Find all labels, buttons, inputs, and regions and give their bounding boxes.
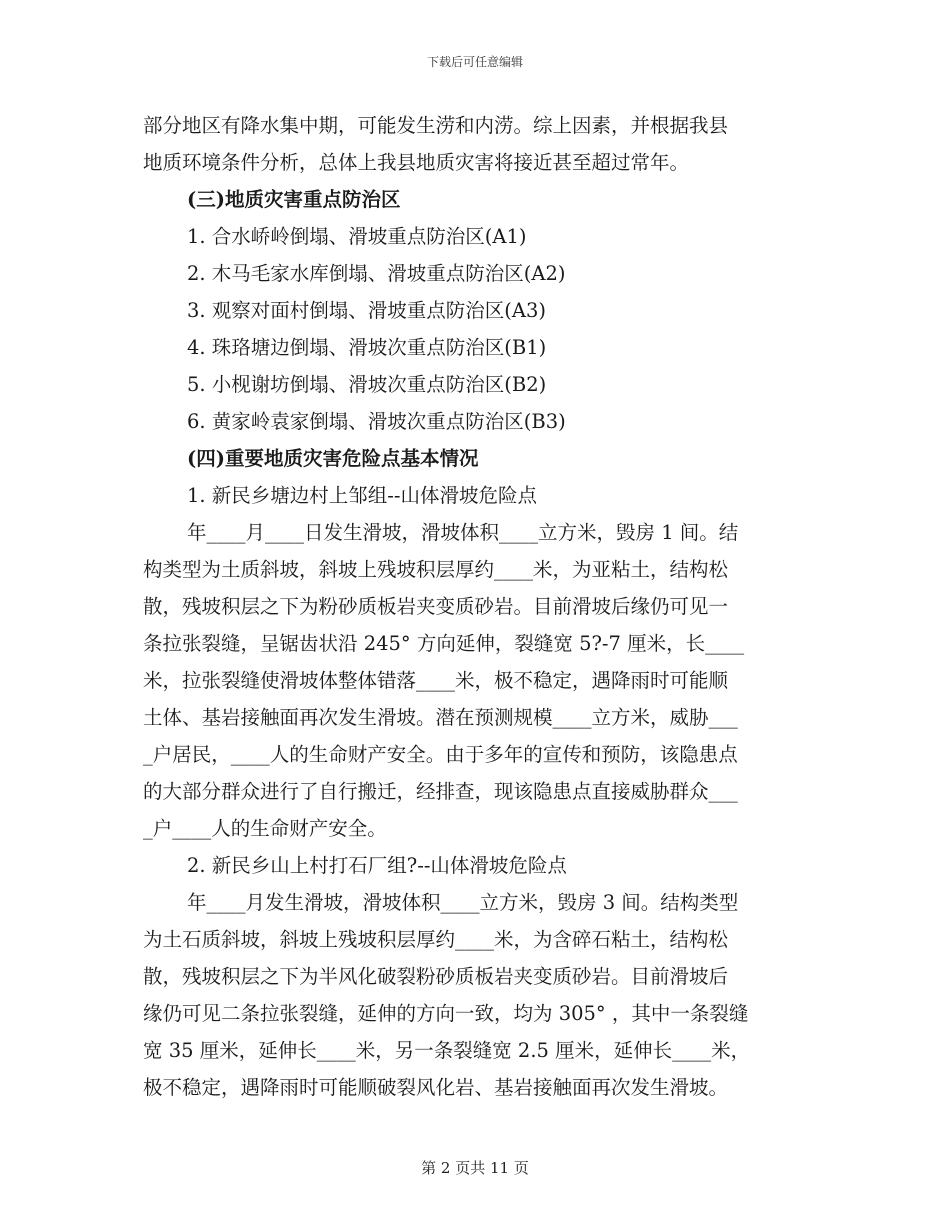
list-item: 3. 观察对面村倒塌、滑坡重点防治区(A3) — [187, 299, 547, 322]
paragraph-line: _户居民，____人的生命财产安全。由于多年的宣传和预防，该隐患点 — [143, 743, 738, 766]
paragraph-line: 散，残坡积层之下为半风化破裂粉砂质板岩夹变质砂岩。目前滑坡后 — [143, 965, 729, 988]
paragraph-line: 的大部分群众进行了自行搬迁，经排查，现该隐患点直接威胁群众___ — [143, 780, 738, 803]
page-header: 下载后可任意编辑 — [426, 55, 523, 69]
paragraph-line: 极不稳定，遇降雨时可能顺破裂风化岩、基岩接触面再次发生滑坡。 — [143, 1076, 729, 1099]
paragraph-line: 土体、基岩接触面再次发生滑坡。潜在预测规模____立方米，威胁___ — [143, 706, 738, 729]
paragraph-line: _户____人的生命财产安全。 — [143, 817, 387, 840]
section-heading: (三)地质灾害重点防治区 — [187, 188, 401, 211]
paragraph-line: 部分地区有降水集中期，可能发生涝和内涝。综上因素，并根据我县 — [143, 114, 729, 137]
list-item: 2. 木马毛家水库倒塌、滑坡重点防治区(A2) — [187, 262, 566, 285]
paragraph-line: 为土石质斜坡，斜坡上残坡积层厚约____米，为含碎石粘土，结构松 — [143, 928, 729, 951]
list-item: 1. 合水峤岭倒塌、滑坡重点防治区(A1) — [187, 225, 527, 248]
section-heading: (四)重要地质灾害危险点基本情况 — [187, 447, 479, 470]
paragraph-line: 条拉张裂缝，呈锯齿状沿 245° 方向延伸，裂缝宽 5?-7 厘米，长____ — [143, 632, 745, 655]
paragraph-line: 地质环境条件分析，总体上我县地质灾害将接近甚至超过常年。 — [143, 151, 690, 174]
paragraph-line: 米，拉张裂缝使滑坡体整体错落____米，极不稳定，遇降雨时可能顺 — [143, 669, 729, 692]
page-footer: 第 2 页共 11 页 — [421, 1159, 529, 1177]
paragraph-line: 宽 35 厘米，延伸长____米，另一条裂缝宽 2.5 厘米，延伸长____米， — [143, 1039, 751, 1062]
document-body — [143, 107, 813, 1106]
paragraph-line: 构类型为土质斜坡，斜坡上残坡积层厚约____米，为亚粘土，结构松 — [143, 558, 729, 581]
paragraph-line: 年____月发生滑坡，滑坡体积____立方米，毁房 3 间。结构类型 — [187, 891, 739, 914]
subsection-title: 1. 新民乡塘边村上邹组--山体滑坡危险点 — [187, 484, 537, 507]
paragraph-line: 年____月____日发生滑坡，滑坡体积____立方米，毁房 1 间。结 — [187, 521, 739, 544]
list-item: 6. 黄家岭袁家倒塌、滑坡次重点防治区(B3) — [187, 410, 566, 433]
paragraph-line: 散，残坡积层之下为粉砂质板岩夹变质砂岩。目前滑坡后缘仍可见一 — [143, 595, 729, 618]
paragraph-line: 缘仍可见二条拉张裂缝，延伸的方向一致，均为 305° ，其中一条裂缝 — [143, 1002, 749, 1025]
list-item: 4. 珠珞塘边倒塌、滑坡次重点防治区(B1) — [187, 336, 547, 359]
list-item: 5. 小枧谢坊倒塌、滑坡次重点防治区(B2) — [187, 373, 547, 396]
subsection-title: 2. 新民乡山上村打石厂组?--山体滑坡危险点 — [187, 854, 567, 877]
